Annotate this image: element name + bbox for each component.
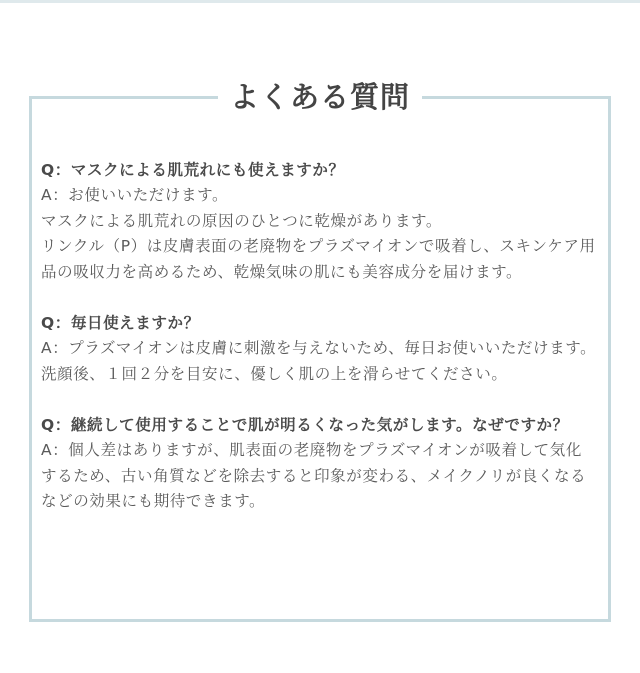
- faq-question: Q：マスクによる肌荒れにも使えますか？: [41, 161, 345, 179]
- faq-list: [41, 158, 597, 541]
- faq-item: [41, 158, 597, 285]
- faq-answer-line: マスクによる肌荒れの原因のひとつに乾燥があります。: [41, 211, 442, 230]
- faq-question: Q：継続して使用することで肌が明るくなった気がします。なぜですか？: [41, 416, 569, 434]
- faq-answer: [41, 336, 597, 387]
- faq-title: よくある質問: [218, 74, 422, 120]
- faq-question: Q：毎日使えますか？: [41, 314, 200, 332]
- faq-answer-line: A：お使いいただけます。: [41, 186, 229, 204]
- faq-answer: [41, 438, 597, 515]
- faq-answer: [41, 183, 597, 285]
- top-divider: [0, 0, 640, 3]
- faq-item: [41, 311, 597, 387]
- faq-answer-line: A：個人差はありますが、肌表面の老廃物をプラズマイオンが吸着して気化するため、古い角質などを除去すると印象が変わる、メイクノリが良くなるなどの効果にも期待できます。: [41, 441, 587, 510]
- faq-answer-line: リンクル（P）は皮膚表面の老廃物をプラズマイオンで吸着し、スキンケア用品の吸収力を高めるため、乾燥気味の肌にも美容成分を届けます。: [41, 237, 596, 281]
- faq-item: [41, 413, 597, 515]
- faq-answer-line: A：プラズマイオンは皮膚に刺激を与えないため、毎日お使いいただけます。洗顔後、１回２分を目安に、優しく肌の上を滑らせてください。: [41, 339, 597, 383]
